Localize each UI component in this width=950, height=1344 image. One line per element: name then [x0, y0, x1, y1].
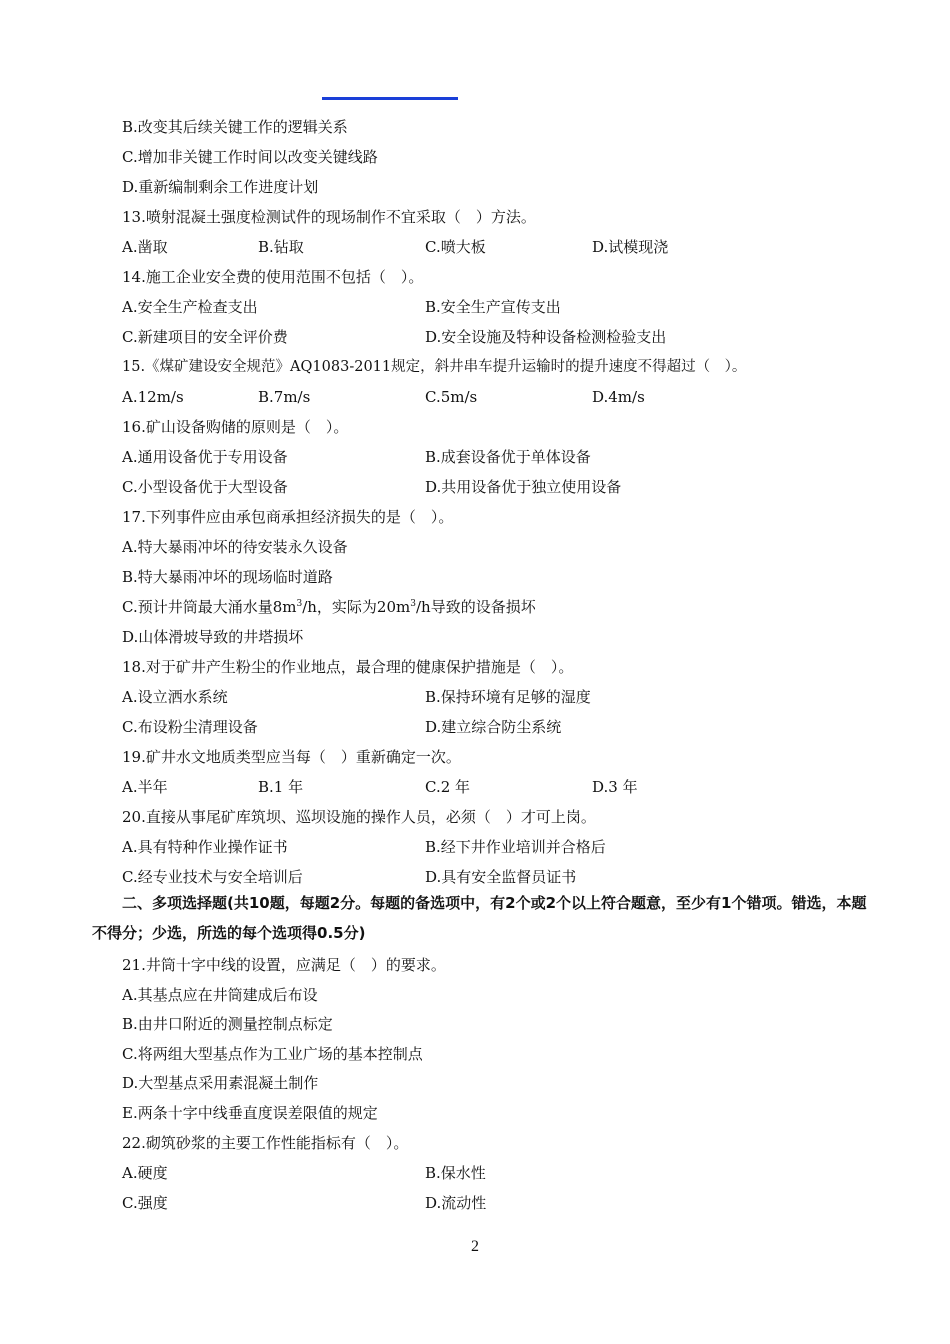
q13-option-d: D.试模现浇 — [592, 238, 669, 256]
page-number: 2 — [471, 1238, 479, 1255]
q20-option-b: B.经下井作业培训并合格后 — [425, 838, 606, 856]
q19-option-d: D.3 年 — [592, 778, 638, 796]
q19-option-a: A.半年 — [122, 778, 168, 796]
q18-option-d: D.建立综合防尘系统 — [425, 718, 562, 736]
q15-option-d: D.4m/s — [592, 388, 645, 406]
top-blue-line — [322, 97, 458, 100]
q17-c-part2: /h，实际为20m — [302, 598, 411, 616]
q14-option-c: C.新建项目的安全评价费 — [122, 328, 288, 346]
q14-option-d: D.安全设施及特种设备检测检验支出 — [425, 328, 667, 346]
q21-option-e: E.两条十字中线垂直度误差限值的规定 — [122, 1104, 378, 1122]
q22-option-d: D.流动性 — [425, 1194, 487, 1212]
q15-option-b: B.7m/s — [258, 388, 311, 406]
q20-option-d: D.具有安全监督员证书 — [425, 868, 577, 886]
q21-option-d: D.大型基点采用素混凝土制作 — [122, 1074, 319, 1092]
q18-option-c: C.布设粉尘清理设备 — [122, 718, 258, 736]
q18-stem: 18.对于矿井产生粉尘的作业地点，最合理的健康保护措施是（ ）。 — [122, 658, 574, 676]
q14-options-cd — [122, 324, 822, 350]
q13-option-a: A.凿取 — [122, 238, 168, 256]
q22-options-cd — [122, 1190, 822, 1216]
q17-stem: 17.下列事件应由承包商承担经济损失的是（ ）。 — [122, 508, 454, 526]
q17-option-d: D.山体滑坡导致的井塔损坏 — [122, 628, 304, 646]
q16-stem: 16.矿山设备购储的原则是（ ）。 — [122, 418, 349, 436]
q19-stem: 19.矿井水文地质类型应当每（ ）重新确定一次。 — [122, 748, 461, 766]
q22-stem: 22.砌筑砂浆的主要工作性能指标有（ ）。 — [122, 1134, 409, 1152]
q22-option-a: A.硬度 — [122, 1164, 168, 1182]
q15-option-a: A.12m/s — [122, 388, 184, 406]
q15-options — [122, 384, 822, 410]
q14-stem: 14.施工企业安全费的使用范围不包括（ ）。 — [122, 268, 424, 286]
q17-c-part1: C.预计井筒最大涌水量8m — [122, 598, 297, 616]
q19-option-c: C.2 年 — [425, 778, 471, 796]
q21-stem: 21.井筒十字中线的设置，应满足（ ）的要求。 — [122, 956, 446, 974]
q20-options-ab — [122, 834, 822, 860]
q19-option-b: B.1 年 — [258, 778, 304, 796]
q18-option-b: B.保持环境有足够的湿度 — [425, 688, 591, 706]
q16-options-ab — [122, 444, 822, 470]
q15-option-c: C.5m/s — [425, 388, 478, 406]
q16-option-a: A.通用设备优于专用设备 — [122, 448, 288, 466]
q20-stem: 20.直接从事尾矿库筑坝、巡坝设施的操作人员，必须（ ）才可上岗。 — [122, 808, 596, 826]
q17-option-a: A.特大暴雨冲坏的待安装永久设备 — [122, 538, 348, 556]
q16-options-cd — [122, 474, 822, 500]
q21-option-b: B.由井口附近的测量控制点标定 — [122, 1015, 333, 1033]
q16-option-b: B.成套设备优于单体设备 — [425, 448, 591, 466]
q14-options-ab — [122, 294, 822, 320]
q13-option-c: C.喷大板 — [425, 238, 486, 256]
q13-options — [122, 234, 822, 260]
q20-option-c: C.经专业技术与安全培训后 — [122, 868, 303, 886]
q18-options-cd — [122, 714, 822, 740]
section-2-heading: 二、多项选择题(共10题，每题2分。每题的备选项中，有2个或2个以上符合题意，至少有1个错项。错选，本题不得分；少选，所选的每个选项得0.5分) — [92, 894, 867, 942]
q21-option-a: A.其基点应在井筒建成后布设 — [122, 986, 318, 1004]
q13-option-b: B.钻取 — [258, 238, 304, 256]
q15-stem: 15.《煤矿建设安全规范》AQ1083-2011规定，斜井串车提升运输时的提升速度不得超过（ ）。 — [122, 359, 747, 375]
q12-option-c: C.增加非关键工作时间以改变关键线路 — [122, 148, 378, 166]
q16-option-c: C.小型设备优于大型设备 — [122, 478, 288, 496]
q12-option-d: D.重新编制剩余工作进度计划 — [122, 178, 319, 196]
q17-option-c — [122, 594, 536, 620]
q18-options-ab — [122, 684, 822, 710]
q19-options — [122, 774, 822, 800]
q17-c-sup2: 3 — [410, 599, 416, 609]
q14-option-a: A.安全生产检查支出 — [122, 298, 258, 316]
q20-option-a: A.具有特种作业操作证书 — [122, 838, 288, 856]
q12-option-b: B.改变其后续关键工作的逻辑关系 — [122, 118, 348, 136]
q22-option-c: C.强度 — [122, 1194, 168, 1212]
q14-option-b: B.安全生产宣传支出 — [425, 298, 561, 316]
q22-option-b: B.保水性 — [425, 1164, 486, 1182]
q16-option-d: D.共用设备优于独立使用设备 — [425, 478, 622, 496]
q17-c-sup1: 3 — [296, 599, 303, 609]
q21-option-c: C.将两组大型基点作为工业广场的基本控制点 — [122, 1045, 423, 1063]
q17-c-part3: /h导致的设备损坏 — [415, 598, 536, 616]
q22-options-ab — [122, 1160, 822, 1186]
q17-option-b: B.特大暴雨冲坏的现场临时道路 — [122, 568, 333, 586]
q13-stem: 13.喷射混凝土强度检测试件的现场制作不宜采取（ ）方法。 — [122, 208, 536, 226]
q20-options-cd — [122, 864, 822, 890]
q18-option-a: A.设立洒水系统 — [122, 688, 228, 706]
